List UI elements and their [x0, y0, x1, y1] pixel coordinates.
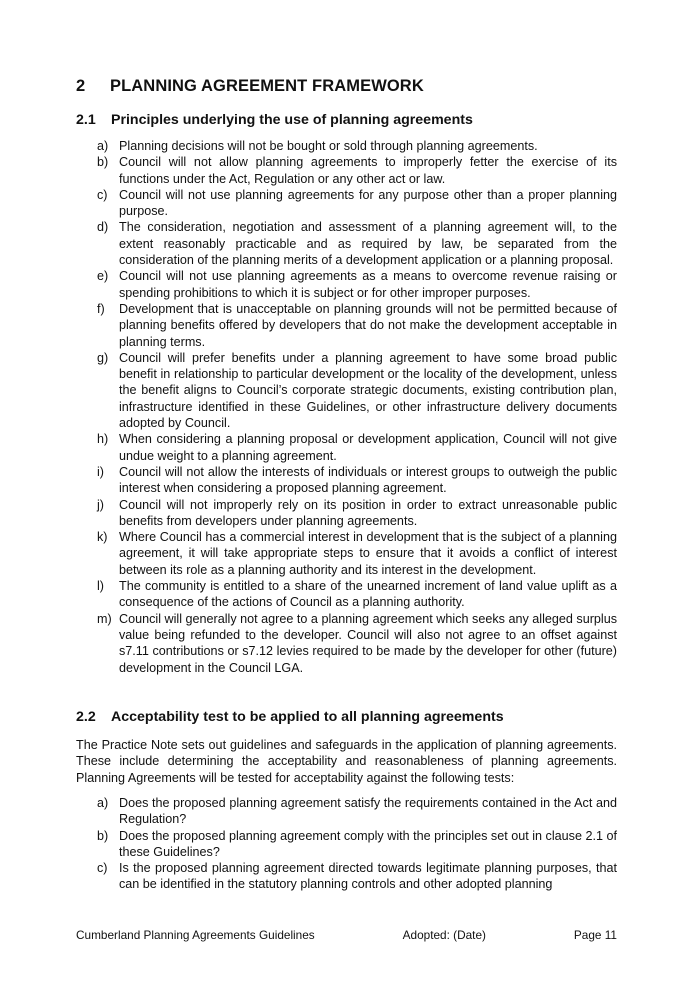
section-heading [76, 77, 424, 96]
list-item [76, 860, 617, 893]
list-item-text: Council will generally not agree to a planning agreement which seeks any alleged surplus value being refunded to the developer. Council will also not agree to an offset against s7.11 contributions or s7.12 levies required to be made by the developer for other (future) development in the Council LGA. [119, 611, 617, 675]
list-item [76, 795, 617, 828]
principles-list [76, 138, 617, 676]
list-marker: g) [97, 350, 109, 365]
list-item-text: Does the proposed planning agreement comply with the principles set out in clause 2.1 of these Guidelines? [119, 828, 617, 859]
intro-paragraph: The Practice Note sets out guidelines and safeguards in the application of planning agreements. These include determining the acceptability and reasonableness of planning agreements. Planning Agreements will be tested for acceptability against the following tests: [76, 738, 617, 785]
list-item-text: Does the proposed planning agreement satisfy the requirements contained in the Act and Regulation? [119, 796, 617, 827]
subsection-title: Principles underlying the use of planning agreements [111, 112, 473, 128]
list-item [76, 219, 617, 268]
list-item-text: The consideration, negotiation and assessment of a planning agreement will, to the extent reasonably practicable and as required by law, be separated from the consideration of the planning merits of a development application or a planning proposal. [119, 220, 617, 268]
list-item-text: Planning decisions will not be bought or sold through planning agreements. [119, 139, 538, 153]
list-item-text: Council will not use planning agreements as a means to overcome revenue raising or spending prohibitions to which it is subject or for other improper purposes. [119, 269, 617, 300]
list-item [76, 578, 617, 611]
list-marker: i) [97, 464, 104, 479]
list-item [76, 497, 617, 530]
list-item-text: Council will not allow planning agreements to improperly fetter the exercise of its functions under the Act, Regulation or any other act or law. [119, 155, 617, 186]
page-footer [76, 928, 617, 942]
list-marker: a) [97, 139, 109, 153]
list-item-text: Council will prefer benefits under a planning agreement to have some broad public benefit in relationship to particular development or the locality of the development, unless the benefit aligns to Council’s corporate strategic documents, existing contribution plan, infrastructure identified in these Guidelines, or other infrastructure delivery documents adopted by Council. [119, 350, 617, 431]
list-marker: a) [97, 796, 109, 810]
acceptability-tests-list [76, 795, 617, 893]
footer-document-title: Cumberland Planning Agreements Guidelines [76, 928, 315, 942]
list-item-text: Council will not use planning agreements for any purpose other than a proper planning purpose. [119, 187, 617, 219]
section-number: 2 [76, 77, 86, 95]
list-marker: b) [97, 828, 109, 843]
list-item [76, 611, 617, 676]
footer-adopted-date: Adopted: (Date) [402, 928, 486, 942]
list-marker: f) [97, 301, 105, 316]
subsection-title: Acceptability test to be applied to all planning agreements [111, 709, 504, 725]
list-marker: m) [97, 611, 112, 626]
list-item-text: Is the proposed planning agreement directed towards legitimate planning purposes, that can be identified in the statutory planning controls and other adopted planning [119, 861, 617, 892]
list-item [76, 301, 617, 350]
list-marker: c) [97, 861, 108, 876]
list-marker: b) [97, 155, 109, 170]
list-item [76, 187, 617, 220]
list-item-text: Council will not improperly rely on its position in order to extract unreasonable public benefits from developers under planning agreements. [119, 497, 617, 528]
subsection-heading-2-2 [76, 709, 504, 725]
list-marker: k) [97, 530, 108, 545]
list-marker: h) [97, 432, 109, 447]
subsection-number: 2.2 [76, 709, 96, 725]
list-item-text: Council will not allow the interests of individuals or interest groups to outweigh the public interest when considering a proposed planning agreement. [119, 464, 617, 496]
list-marker: c) [97, 187, 108, 202]
list-item-text: Where Council has a commercial interest in development that is the subject of a planning agreement, it will take appropriate steps to ensure that it avoids a conflict of interest between its role as a planning authority and its interest in the development. [119, 530, 617, 577]
list-marker: d) [97, 220, 109, 235]
list-item-text: When considering a planning proposal or development application, Council will not give undue weight to a planning agreement. [119, 432, 617, 463]
list-item [76, 268, 617, 301]
list-item-text: The community is entitled to a share of the unearned increment of land value uplift as a consequence of the actions of Council as a planning authority. [119, 579, 617, 610]
list-marker: e) [97, 269, 109, 284]
subsection-heading-2-1 [76, 112, 473, 128]
subsection-number: 2.1 [76, 112, 96, 128]
list-marker: l) [97, 579, 104, 594]
list-item [76, 154, 617, 187]
list-item [76, 529, 617, 578]
list-item [76, 431, 617, 464]
section-title: PLANNING AGREEMENT FRAMEWORK [110, 77, 424, 95]
list-item [76, 350, 617, 431]
list-item [76, 138, 617, 154]
list-item [76, 828, 617, 861]
footer-page-number: Page 11 [573, 928, 617, 942]
list-marker: j) [97, 497, 104, 512]
list-item [76, 464, 617, 497]
list-item-text: Development that is unacceptable on planning grounds will not be permitted because of planning benefits offered by developers that do not make the development acceptable in planning terms. [119, 301, 617, 349]
